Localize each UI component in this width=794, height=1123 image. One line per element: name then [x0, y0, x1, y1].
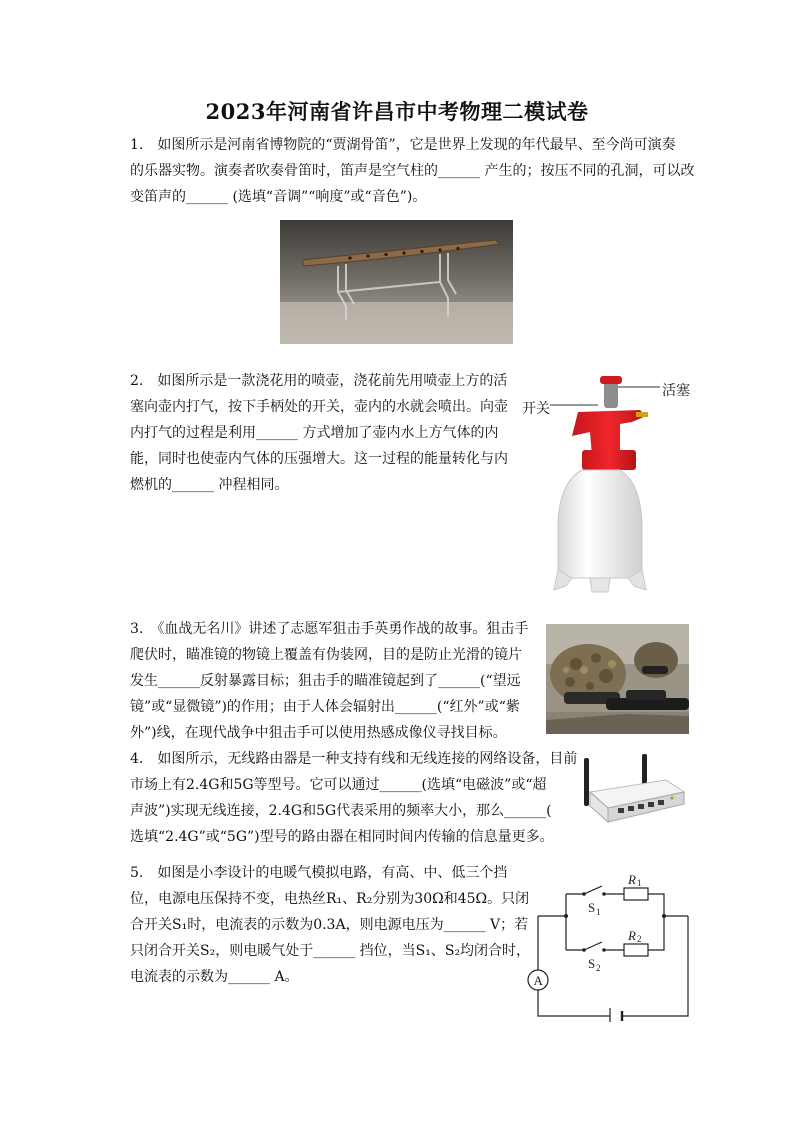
question-3-line: 3. 《血战无名川》讲述了志愿军狙击手英勇作战的故事。狙击手 — [130, 621, 529, 637]
question-2 — [130, 368, 508, 498]
question-3-line: 爬伏时，瞄准镜的物镜上覆盖有伪装网，目的是防止光滑的镜片 — [130, 647, 522, 663]
r1-label: R — [628, 872, 636, 887]
question-3-line: 发生______反射暴露目标；狙击手的瞄准镜起到了______(“望远 — [130, 673, 521, 689]
question-4-line: 4. 如图所示，无线路由器是一种支持有线和无线连接的网络设备，目前 — [130, 751, 578, 767]
question-5-line: 只闭合开关S₂，则电暖气处于______ 挡位，当S₁、S₂均闭合时， — [130, 943, 531, 959]
s1-subscript: 1 — [596, 907, 601, 917]
s2-label: S — [588, 956, 596, 971]
question-4-line: 选填“2.4G”或“5G”)型号的路由器在相同时间内传输的信息量更多。 — [130, 829, 554, 845]
piston-label: 活塞 — [662, 383, 690, 399]
question-4 — [130, 746, 577, 850]
question-4-line: 声波”)实现无线连接，2.4G和5G代表采用的频率大小，那么______( — [130, 803, 552, 819]
question-5 — [130, 860, 530, 990]
question-3-line: 镜”或“显微镜”)的作用；由于人体会辐射出______(“红外”或“紫 — [130, 699, 520, 715]
question-5-line: 5. 如图是小李设计的电暖气模拟电路，有高、中、低三个挡 — [130, 865, 508, 881]
s1-label: S — [588, 900, 596, 915]
question-2-line: 能，同时也使壶内气体的压强增大。这一过程的能量转化与内 — [130, 451, 508, 467]
r2-label: R — [628, 928, 636, 943]
question-1 — [130, 132, 694, 210]
question-2-line: 塞向壶内打气，按下手柄处的开关，壶内的水就会喷出。向壶 — [130, 399, 508, 415]
page-title: 2023年河南省许昌市中考物理二模试卷 — [205, 99, 589, 124]
question-1-line: 的乐器实物。演奏者吹奏骨笛时，笛声是空气柱的______ 产生的；按压不同的孔洞，可以改 — [130, 163, 695, 179]
sniper-photo — [546, 624, 689, 734]
circuit-diagram — [522, 870, 694, 1022]
question-5-line: 电流表的示数为______ A。 — [130, 969, 299, 985]
question-3-line: 外”)线，在现代战争中狙击手可以使用热感成像仪寻找目标。 — [130, 725, 507, 741]
r2-subscript: 2 — [637, 934, 642, 944]
question-5-line: 合开关S₁时，电流表的示数为0.3A，则电源电压为______ V；若 — [130, 917, 529, 933]
question-1-line: 1. 如图所示是河南省博物院的“贾湖骨笛”，它是世界上发现的年代最早、至今尚可演奏 — [130, 137, 676, 153]
r1-subscript: 1 — [637, 878, 642, 888]
question-1-line: 变笛声的______ (选填“音调”“响度”或“音色”)。 — [130, 189, 427, 205]
spray-bottle-figure — [520, 372, 720, 604]
router-photo — [580, 752, 688, 832]
question-3 — [130, 616, 528, 746]
question-5-line: 位，电源电压保持不变，电热丝R₁、R₂分别为30Ω和45Ω。只闭 — [130, 891, 530, 907]
ammeter-label: A — [533, 973, 543, 988]
question-2-line: 燃机的______ 冲程相同。 — [130, 477, 289, 493]
switch-label: 开关 — [522, 401, 550, 417]
question-4-line: 市场上有2.4G和5G等型号。它可以通过______(选填“电磁波”或“超 — [130, 777, 547, 793]
s2-subscript: 2 — [596, 963, 601, 973]
question-2-line: 内打气的过程是利用______ 方式增加了壶内水上方气体的内 — [130, 425, 499, 441]
bone-flute-photo — [280, 220, 513, 344]
question-2-line: 2. 如图所示是一款浇花用的喷壶，浇花前先用喷壶上方的活 — [130, 373, 508, 389]
